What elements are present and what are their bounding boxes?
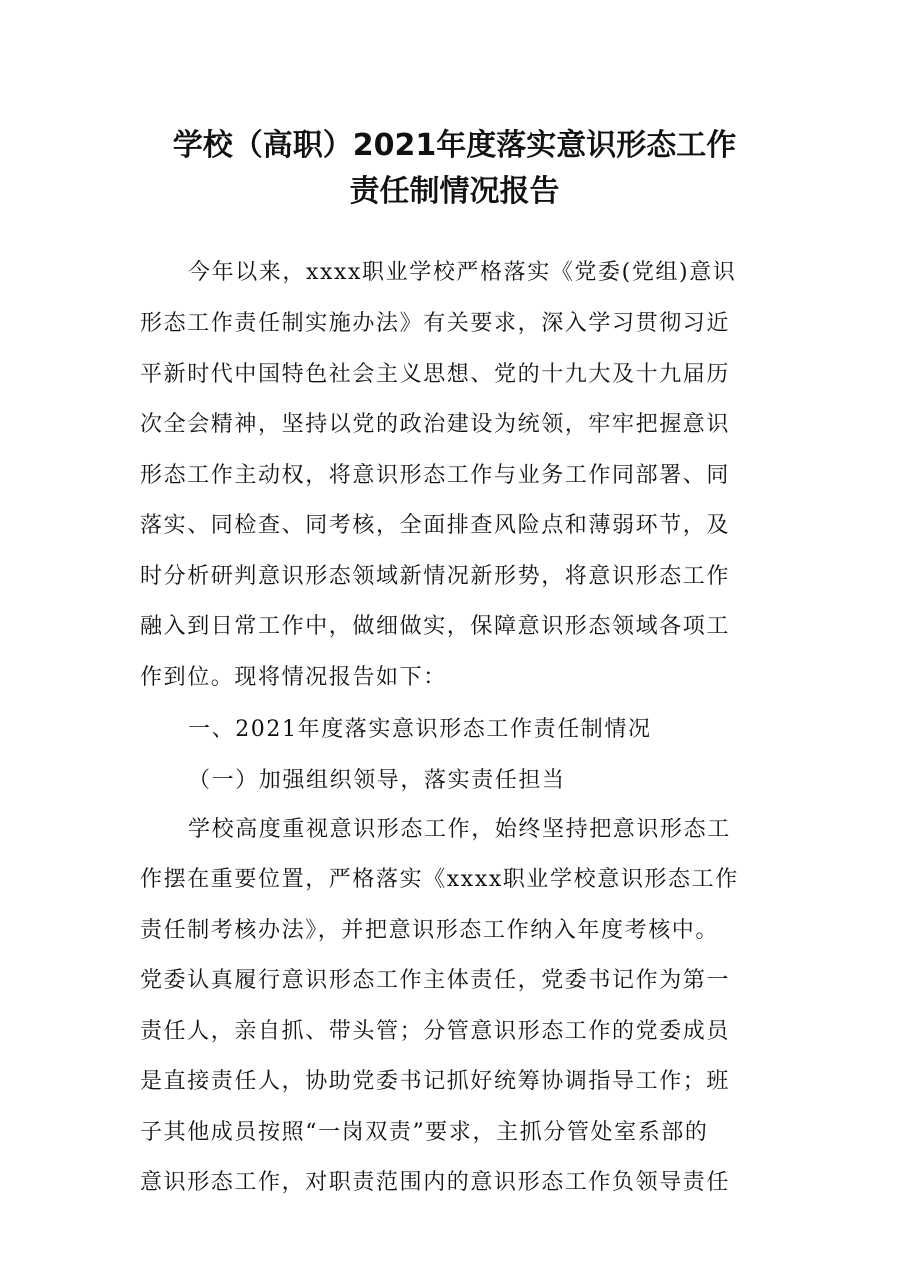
paragraph-1-line-5: 形态工作主动权，将意识形态工作与业务工作同部署、同 bbox=[140, 463, 731, 488]
paragraph-1-line-6: 落实、同检查、同考核，全面排查风险点和薄弱环节，及 bbox=[140, 513, 731, 538]
document-title-line-2: 责任制情况报告 bbox=[349, 174, 560, 209]
subsection-heading-1: （一）加强组织领导，落实责任担当 bbox=[188, 768, 566, 793]
paragraph-1-line-7: 时分析研判意识形态领域新情况新形势，将意识形态工作 bbox=[140, 564, 731, 589]
paragraph-1-line-8: 融入到日常工作中，做细做实，保障意识形态领域各项工 bbox=[140, 614, 731, 639]
document-title-line-1: 学校（高职）2021年度落实意识形态工作 bbox=[172, 128, 737, 163]
paragraph-2-line-8: 意识形态工作，对职责范围内的意识形态工作负领导责任 bbox=[140, 1170, 731, 1195]
paragraph-1-line-9: 作到位。现将情况报告如下： bbox=[140, 665, 447, 690]
paragraph-2-line-2: 作摆在重要位置，严格落实《xxxx职业学校意识形态工作 bbox=[140, 867, 739, 892]
paragraph-2-line-3: 责任制考核办法》，并把意识形态工作纳入年度考核中。 bbox=[140, 918, 720, 943]
section-heading-1: 一、2021年度落实意识形态工作责任制情况 bbox=[188, 717, 652, 742]
paragraph-2-line-6: 是直接责任人，协助党委书记抓好统筹协调指导工作；班 bbox=[140, 1069, 731, 1094]
paragraph-2-line-4: 党委认真履行意识形态工作主体责任，党委书记作为第一 bbox=[140, 968, 731, 993]
paragraph-1-line-3: 平新时代中国特色社会主义思想、党的十九大及十九届历 bbox=[140, 362, 731, 387]
paragraph-2-line-7: 子其他成员按照“一岗双责”要求，主抓分管处室系部的 bbox=[140, 1120, 709, 1145]
paragraph-1-line-4: 次全会精神，坚持以党的政治建设为统领，牢牢把握意识 bbox=[140, 412, 731, 437]
paragraph-1-line-1: 今年以来，xxxx职业学校严格落实《党委(党组)意识 bbox=[188, 260, 737, 285]
paragraph-2-line-5: 责任人，亲自抓、带头管；分管意识形态工作的党委成员 bbox=[140, 1019, 731, 1044]
paragraph-1-line-2: 形态工作责任制实施办法》有关要求，深入学习贯彻习近 bbox=[140, 311, 731, 336]
paragraph-2-line-1: 学校高度重视意识形态工作，始终坚持把意识形态工 bbox=[188, 817, 731, 842]
